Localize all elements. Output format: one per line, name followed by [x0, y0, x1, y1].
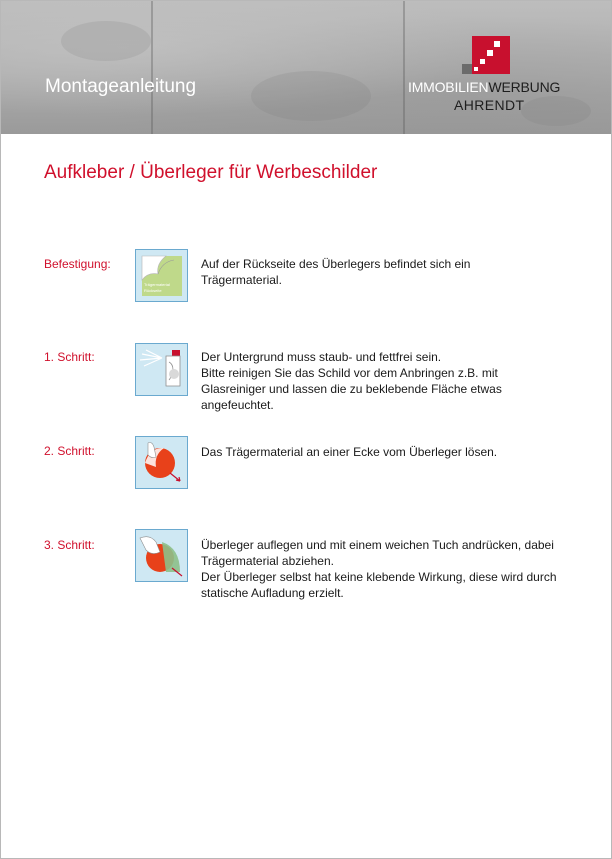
- header-banner: [1, 1, 611, 134]
- apply-cloth-icon: [135, 529, 188, 582]
- company-logo: [406, 34, 576, 120]
- texture-seam: [151, 1, 153, 134]
- texture-spot: [61, 21, 151, 61]
- step-label-1: 1. Schritt:: [44, 350, 95, 364]
- step-text-befestigung: Auf der Rückseite des Überlegers befindet sich ein Trägermaterial.: [201, 257, 471, 287]
- step-text-2: Das Trägermaterial an einer Ecke vom Überleger lösen.: [201, 445, 498, 459]
- icon-caption: Rückseite: [144, 288, 162, 293]
- texture-seam: [403, 1, 405, 134]
- document-title: Aufkleber / Überleger für Werbeschilder: [44, 162, 378, 183]
- step-label-3: 3. Schritt:: [44, 538, 95, 552]
- step-text-3: Überleger auflegen und mit einem weichen Tuch andrücken, dabei Trägermaterial abziehen. Der Überleger selbst hat keine klebende Wirkung, diese wird durch statische Aufladung erzielt.: [201, 538, 557, 600]
- logo-mark-icon: [472, 36, 510, 74]
- step-label-2: 2. Schritt:: [44, 444, 95, 458]
- peel-backing-icon: [135, 436, 188, 489]
- icon-caption: Trägermaterial: [144, 282, 170, 287]
- texture-spot: [251, 71, 371, 121]
- header-title: Montageanleitung: [45, 76, 197, 97]
- logo-wordmark: IMMOBILIENWERBUNG: [408, 79, 561, 95]
- overlay-sheet-icon: [135, 249, 188, 302]
- spray-bottle-icon: [135, 343, 188, 396]
- logo-subline: AHRENDT: [454, 97, 525, 113]
- step-text-1: Der Untergrund muss staub- und fettfrei sein. Bitte reinigen Sie das Schild vor dem Anbringen z.B. mit Glasreiniger und lassen die zu beklebende Fläche etwas angefeuchtet.: [201, 350, 502, 412]
- step-label-befestigung: Befestigung:: [44, 257, 111, 271]
